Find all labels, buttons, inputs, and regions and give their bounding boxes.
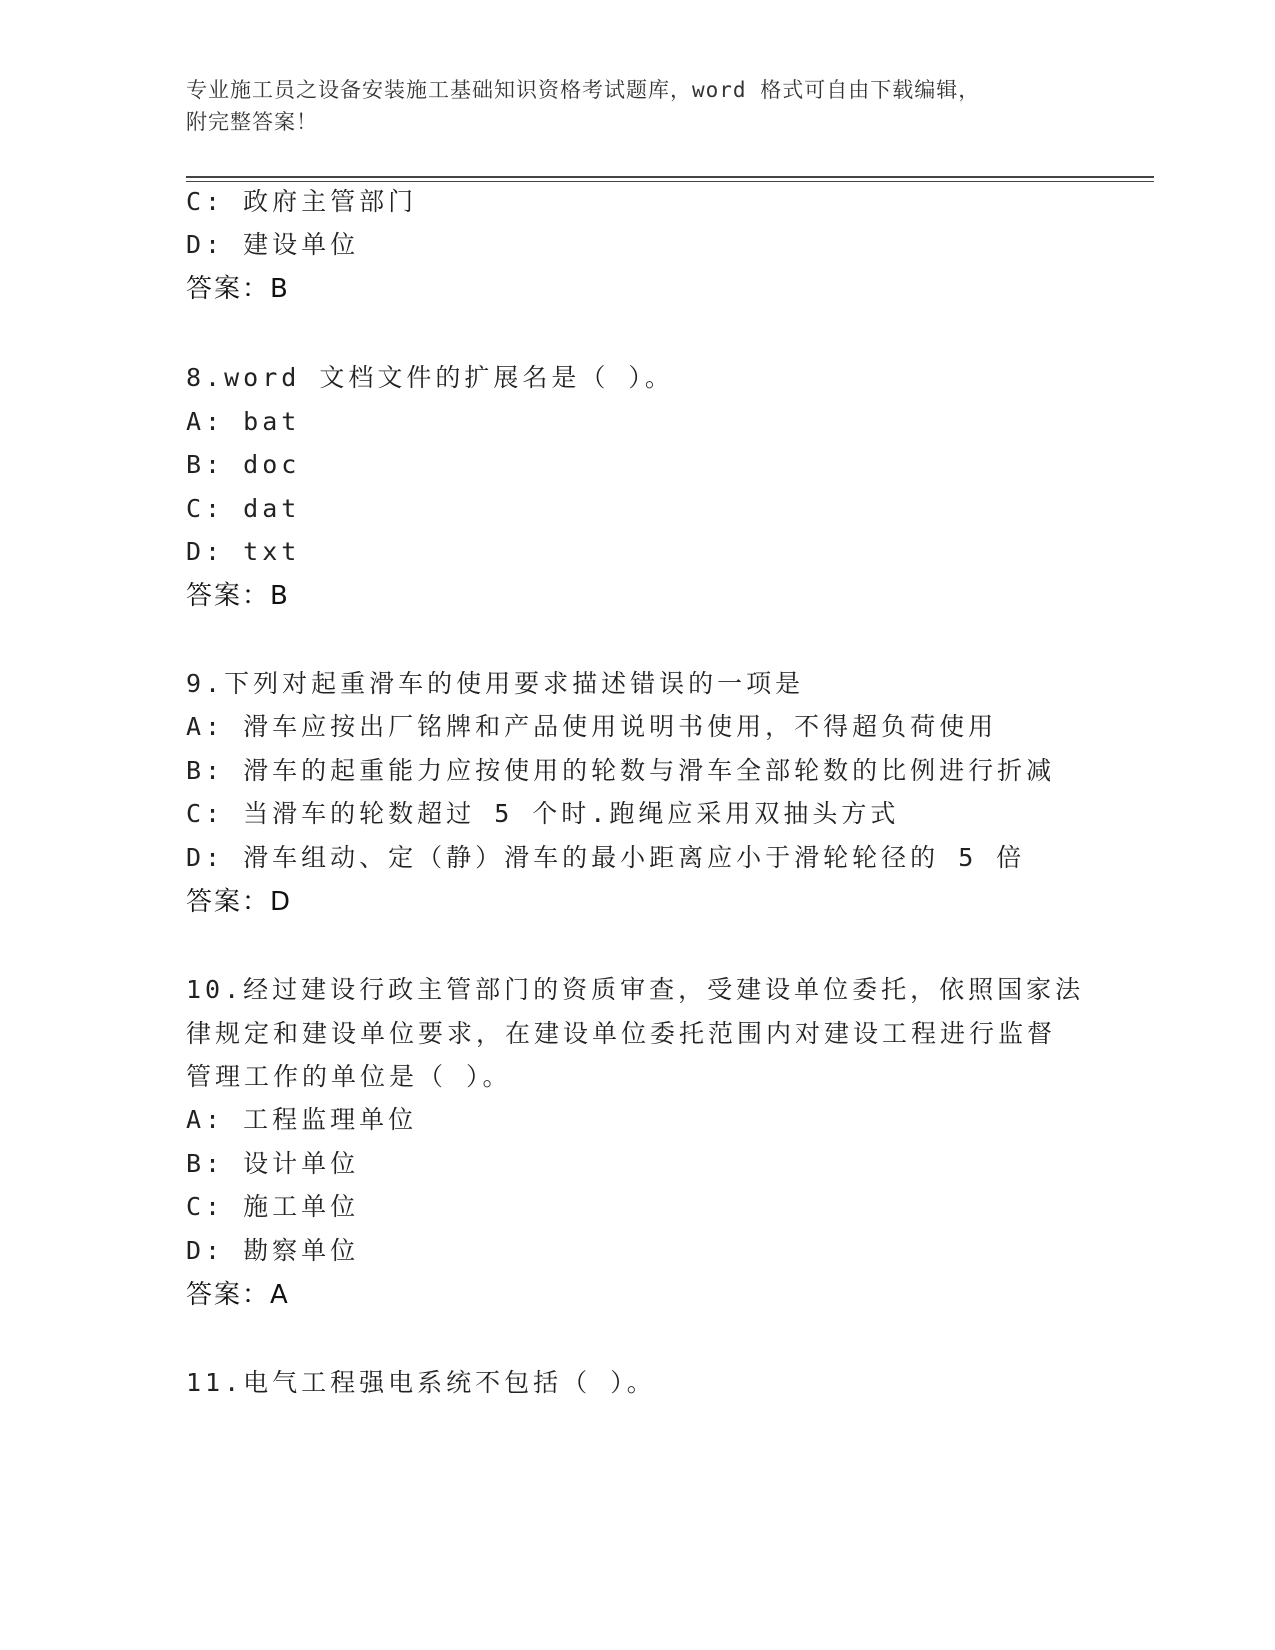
option-a: A: 工程监理单位 bbox=[186, 1105, 418, 1134]
option-d: D: txt bbox=[186, 537, 301, 566]
option-c: C: 施工单位 bbox=[186, 1192, 360, 1221]
answer-line: 答案：B bbox=[186, 581, 290, 611]
option-d: D: 勘察单位 bbox=[186, 1236, 360, 1265]
question-11-stem: 11.电气工程强电系统不包括（ ）。 bbox=[186, 1368, 656, 1397]
answer-line: 答案：A bbox=[186, 1280, 290, 1310]
option-b: B: 设计单位 bbox=[186, 1149, 360, 1178]
question-8-stem: 8.word 文档文件的扩展名是（ ）。 bbox=[186, 363, 674, 392]
answer-line: 答案：D bbox=[186, 887, 293, 917]
option-a: A: 滑车应按出厂铭牌和产品使用说明书使用，不得超负荷使用 bbox=[186, 712, 998, 741]
option-d: D: 滑车组动、定（静）滑车的最小距离应小于滑轮轮径的 5 倍 bbox=[186, 843, 1026, 872]
header-line-2: 附完整答案！ bbox=[186, 110, 318, 134]
page-header bbox=[186, 74, 1086, 138]
option-b: B: doc bbox=[186, 450, 301, 479]
header-divider bbox=[186, 176, 1154, 182]
question-10-stem-line-1: 10.经过建设行政主管部门的资质审查，受建设单位委托，依照国家法 bbox=[186, 975, 1085, 1004]
option-c: C: 政府主管部门 bbox=[186, 187, 418, 216]
option-b: B: 滑车的起重能力应按使用的轮数与滑车全部轮数的比例进行折减 bbox=[186, 756, 1056, 785]
option-c: C: 当滑车的轮数超过 5 个时.跑绳应采用双抽头方式 bbox=[186, 799, 900, 828]
question-10-stem-line-2: 律规定和建设单位要求，在建设单位委托范围内对建设工程进行监督 bbox=[186, 1019, 1057, 1048]
question-9-stem: 9.下列对起重滑车的使用要求描述错误的一项是 bbox=[186, 669, 805, 698]
option-d: D: 建设单位 bbox=[186, 230, 360, 259]
question-10-stem-line-3: 管理工作的单位是（ ）。 bbox=[186, 1062, 512, 1091]
option-a: A: bat bbox=[186, 407, 301, 436]
header-line-1: 专业施工员之设备安装施工基础知识资格考试题库，word 格式可自由下载编辑， bbox=[186, 78, 981, 102]
answer-line: 答案：B bbox=[186, 274, 290, 304]
option-c: C: dat bbox=[186, 494, 301, 523]
